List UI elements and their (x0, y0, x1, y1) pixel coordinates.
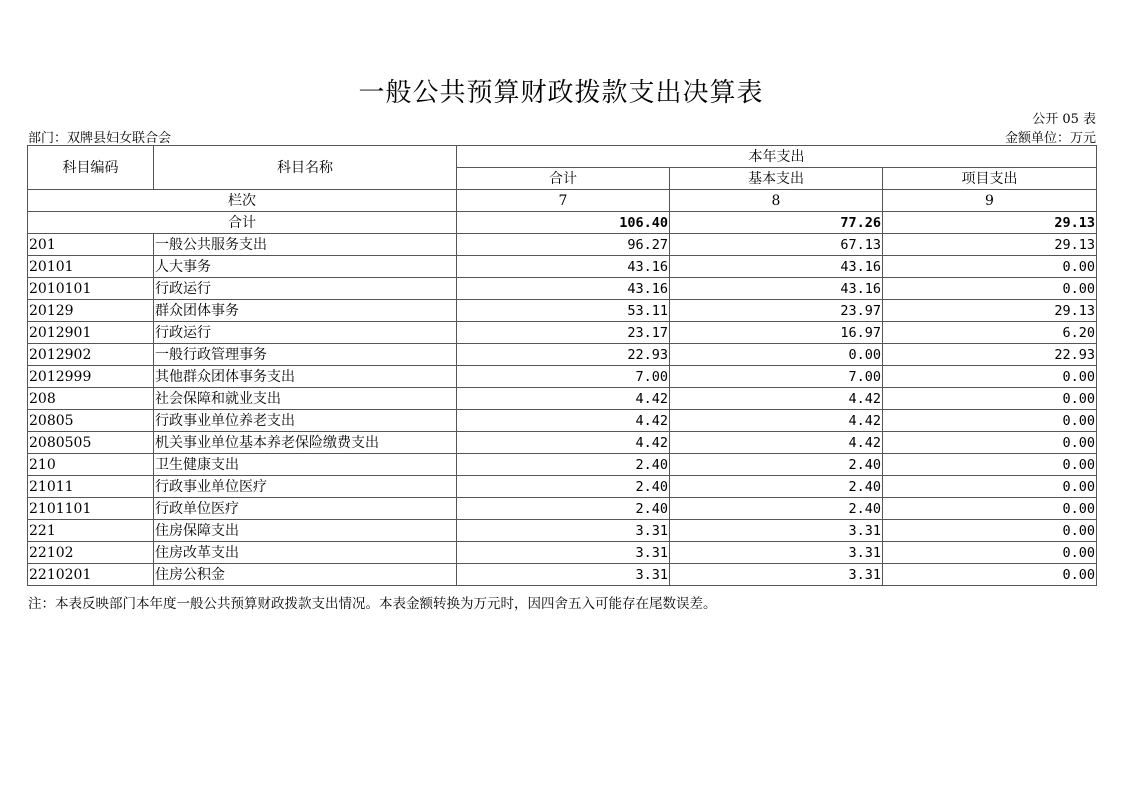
row-code: 2080505 (28, 432, 154, 454)
row-project: 0.00 (883, 388, 1097, 410)
header-basic: 基本支出 (670, 168, 883, 190)
header-row-1 (28, 146, 1097, 168)
row-project: 0.00 (883, 454, 1097, 476)
row-project: 0.00 (883, 256, 1097, 278)
row-code: 208 (28, 388, 154, 410)
row-total: 3.31 (457, 564, 670, 586)
row-name: 群众团体事务 (154, 300, 457, 322)
row-name: 卫生健康支出 (154, 454, 457, 476)
row-code: 22102 (28, 542, 154, 564)
row-total: 22.93 (457, 344, 670, 366)
column-number-row (28, 190, 1097, 212)
row-name: 住房公积金 (154, 564, 457, 586)
row-basic: 0.00 (670, 344, 883, 366)
footnote: 注：本表反映部门本年度一般公共预算财政拨款支出情况。本表金额转换为万元时，因四舍五入可能存在尾数误差。 (28, 596, 717, 612)
header-project: 项目支出 (883, 168, 1097, 190)
row-basic: 3.31 (670, 542, 883, 564)
row-total: 3.31 (457, 542, 670, 564)
header-name: 科目名称 (154, 146, 457, 190)
table-row (28, 300, 1097, 322)
row-basic: 3.31 (670, 520, 883, 542)
row-name: 行政事业单位养老支出 (154, 410, 457, 432)
row-total: 2.40 (457, 498, 670, 520)
row-code: 20101 (28, 256, 154, 278)
row-total: 23.17 (457, 322, 670, 344)
row-project: 0.00 (883, 278, 1097, 300)
row-code: 2210201 (28, 564, 154, 586)
table-row (28, 542, 1097, 564)
summary-basic: 77.26 (670, 212, 883, 234)
row-code: 20805 (28, 410, 154, 432)
table-row (28, 366, 1097, 388)
row-code: 2101101 (28, 498, 154, 520)
row-name: 社会保障和就业支出 (154, 388, 457, 410)
row-project: 0.00 (883, 498, 1097, 520)
row-basic: 43.16 (670, 256, 883, 278)
row-total: 3.31 (457, 520, 670, 542)
row-total: 43.16 (457, 278, 670, 300)
row-project: 0.00 (883, 520, 1097, 542)
table-row (28, 344, 1097, 366)
header-total: 合计 (457, 168, 670, 190)
table-row (28, 564, 1097, 586)
expenditure-table (27, 145, 1097, 586)
row-name: 机关事业单位基本养老保险缴费支出 (154, 432, 457, 454)
row-basic: 2.40 (670, 476, 883, 498)
row-code: 2012901 (28, 322, 154, 344)
row-basic: 43.16 (670, 278, 883, 300)
row-project: 0.00 (883, 432, 1097, 454)
row-name: 其他群众团体事务支出 (154, 366, 457, 388)
row-basic: 4.42 (670, 432, 883, 454)
summary-project: 29.13 (883, 212, 1097, 234)
row-project: 0.00 (883, 410, 1097, 432)
column-number-project: 9 (883, 190, 1097, 212)
row-total: 43.16 (457, 256, 670, 278)
amount-unit-label: 金额单位：万元 (1004, 131, 1096, 146)
table-row (28, 278, 1097, 300)
column-number-label: 栏次 (28, 190, 457, 212)
table-row (28, 234, 1097, 256)
row-basic: 23.97 (670, 300, 883, 322)
row-project: 29.13 (883, 234, 1097, 256)
header-year-expense: 本年支出 (457, 146, 1097, 168)
row-basic: 4.42 (670, 410, 883, 432)
row-code: 201 (28, 234, 154, 256)
row-project: 6.20 (883, 322, 1097, 344)
row-basic: 2.40 (670, 498, 883, 520)
table-row (28, 520, 1097, 542)
table-row (28, 432, 1097, 454)
row-project: 0.00 (883, 564, 1097, 586)
row-total: 4.42 (457, 432, 670, 454)
row-name: 一般行政管理事务 (154, 344, 457, 366)
row-basic: 2.40 (670, 454, 883, 476)
page-title: 一般公共预算财政拨款支出决算表 (358, 78, 764, 108)
summary-total: 106.40 (457, 212, 670, 234)
row-code: 221 (28, 520, 154, 542)
row-name: 行政事业单位医疗 (154, 476, 457, 498)
summary-row (28, 212, 1097, 234)
row-code: 21011 (28, 476, 154, 498)
column-number-total: 7 (457, 190, 670, 212)
row-total: 2.40 (457, 454, 670, 476)
row-code: 2010101 (28, 278, 154, 300)
row-name: 行政单位医疗 (154, 498, 457, 520)
table-row (28, 322, 1097, 344)
row-name: 住房改革支出 (154, 542, 457, 564)
row-code: 2012902 (28, 344, 154, 366)
form-number: 公开 05 表 (1032, 112, 1096, 127)
table-row (28, 388, 1097, 410)
row-project: 22.93 (883, 344, 1097, 366)
row-basic: 16.97 (670, 322, 883, 344)
row-total: 7.00 (457, 366, 670, 388)
row-total: 96.27 (457, 234, 670, 256)
row-basic: 67.13 (670, 234, 883, 256)
column-number-basic: 8 (670, 190, 883, 212)
department-label: 部门：双牌县妇女联合会 (28, 131, 172, 146)
row-basic: 4.42 (670, 388, 883, 410)
table-row (28, 476, 1097, 498)
row-total: 4.42 (457, 410, 670, 432)
row-project: 0.00 (883, 366, 1097, 388)
row-name: 行政运行 (154, 322, 457, 344)
row-project: 0.00 (883, 542, 1097, 564)
row-total: 2.40 (457, 476, 670, 498)
row-total: 53.11 (457, 300, 670, 322)
table-row (28, 498, 1097, 520)
table-row (28, 410, 1097, 432)
row-code: 2012999 (28, 366, 154, 388)
row-name: 行政运行 (154, 278, 457, 300)
row-basic: 7.00 (670, 366, 883, 388)
header-code: 科目编码 (28, 146, 154, 190)
row-code: 20129 (28, 300, 154, 322)
table-row (28, 454, 1097, 476)
row-code: 210 (28, 454, 154, 476)
row-name: 人大事务 (154, 256, 457, 278)
row-basic: 3.31 (670, 564, 883, 586)
row-project: 29.13 (883, 300, 1097, 322)
summary-label: 合计 (28, 212, 457, 234)
table-row (28, 256, 1097, 278)
row-total: 4.42 (457, 388, 670, 410)
row-project: 0.00 (883, 476, 1097, 498)
row-name: 住房保障支出 (154, 520, 457, 542)
row-name: 一般公共服务支出 (154, 234, 457, 256)
